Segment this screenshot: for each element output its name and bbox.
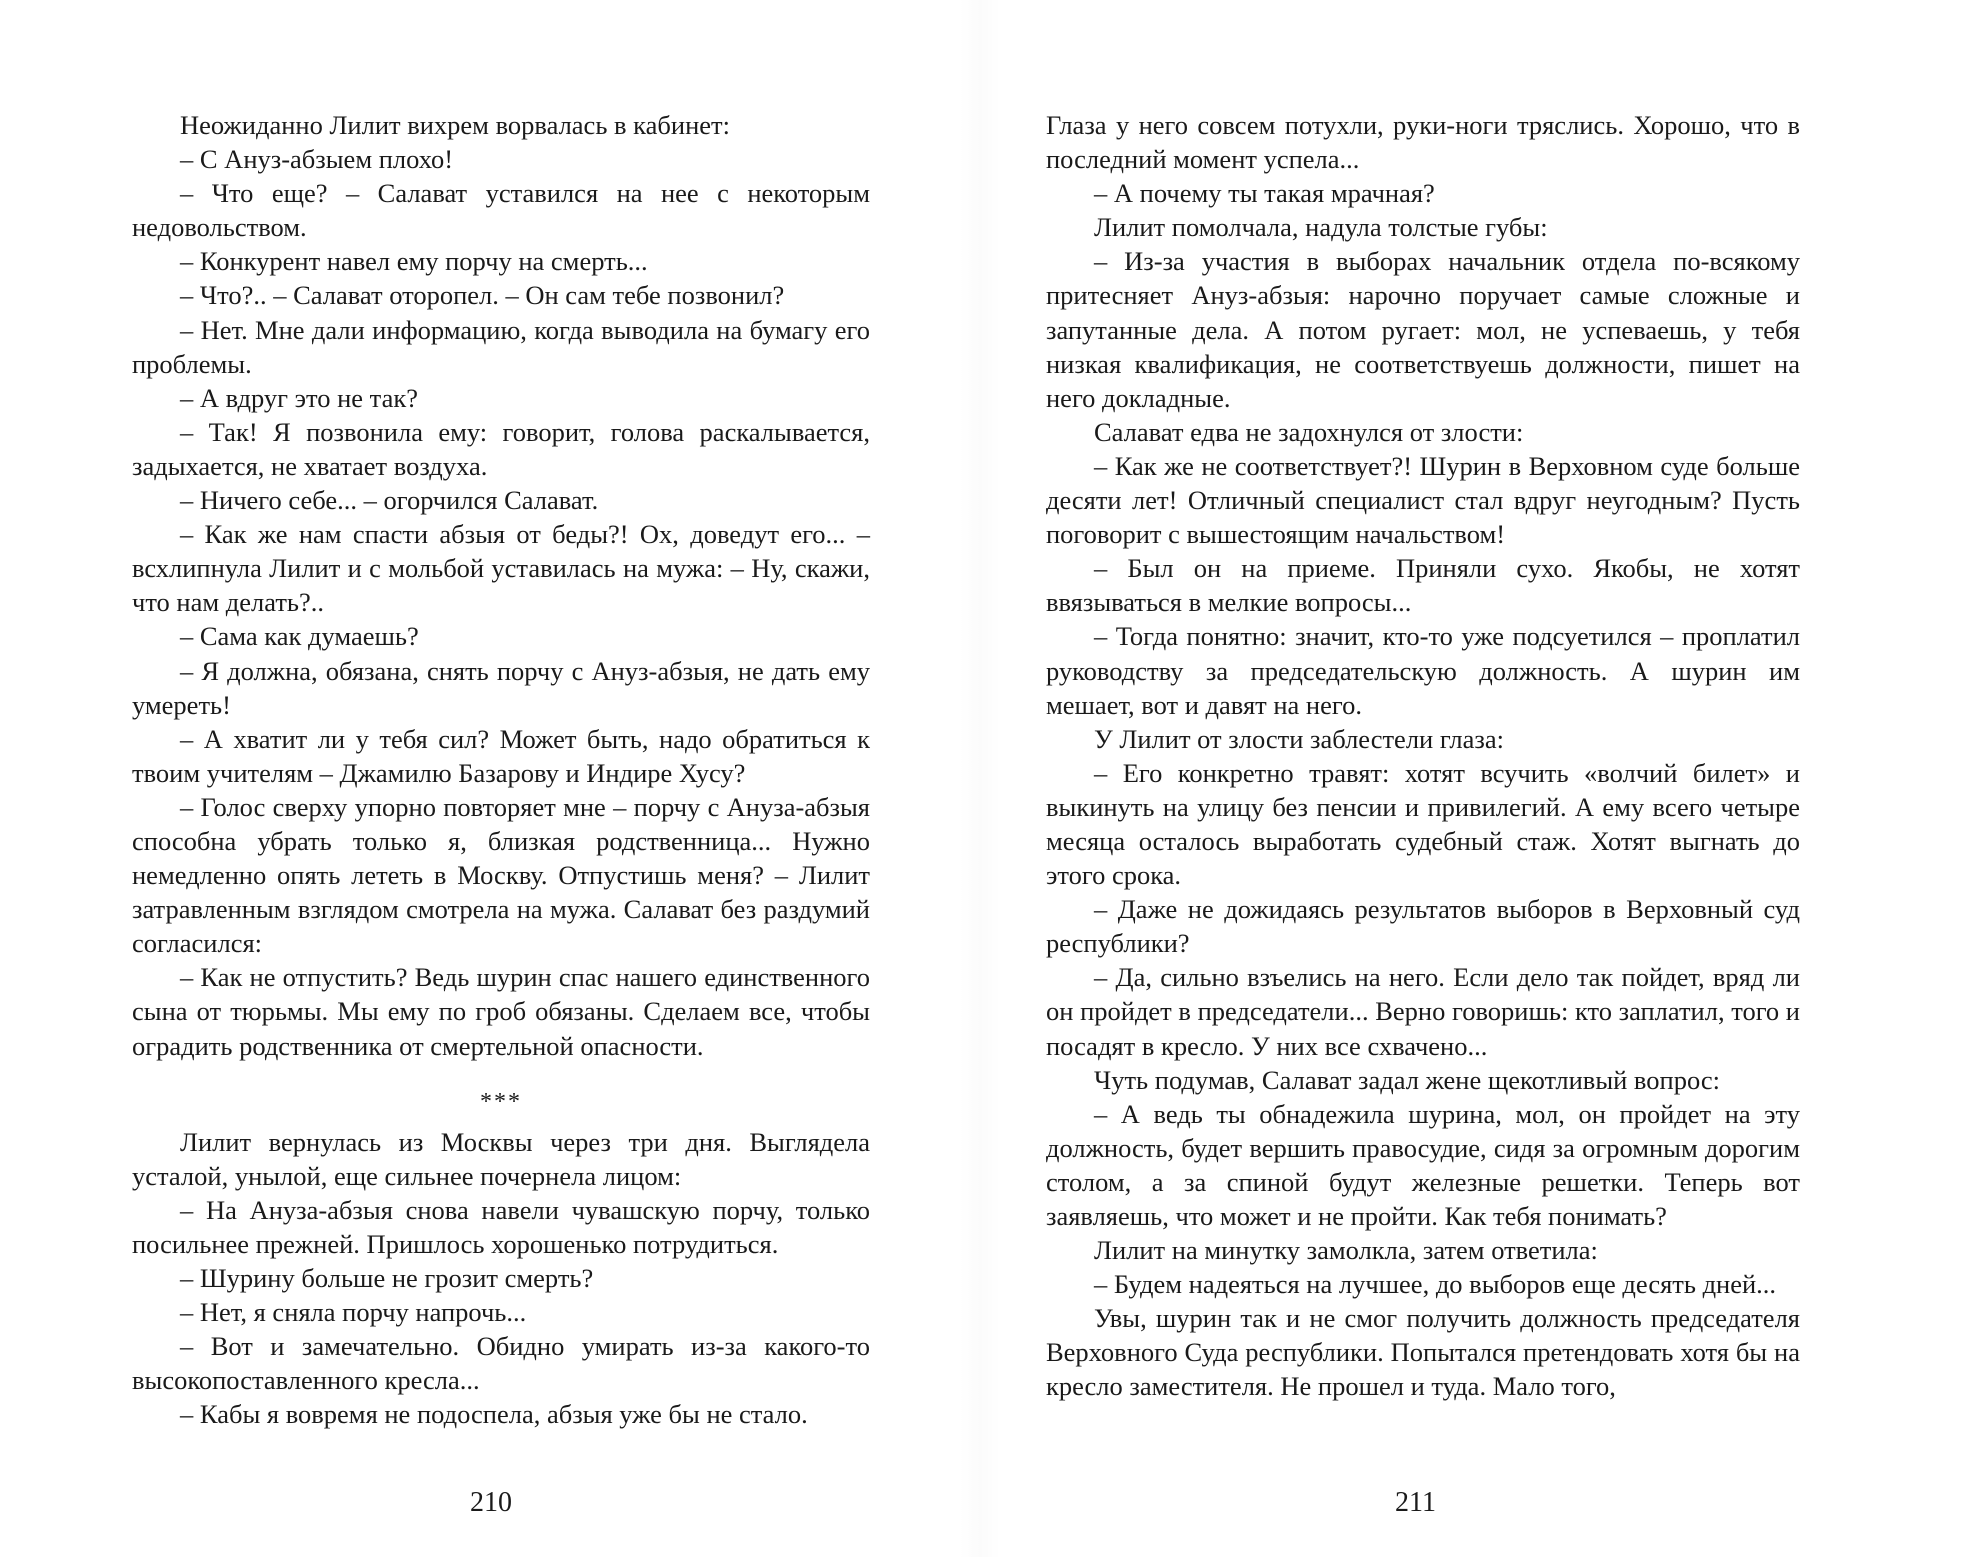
paragraph: – Кабы я вовремя не подоспела, абзыя уже бы не стало.	[180, 1399, 808, 1430]
paragraph: – Голос сверху упорно повторяет мне – порчу с Ануза-абзыя способна убрать только я, близкая родственница... Нужно немедленно опять лететь в Москву. Отпустишь меня? – Лилит затравленным взглядом смотрела на мужа. Салават без раздумий согласился:	[132, 791, 870, 959]
paragraph: – Как не отпустить? Ведь шурин спас нашего единственного сына от тюрьмы. Мы ему по гроб обязаны. Сделаем все, чтобы оградить родственника от смертельной опасности.	[132, 962, 870, 1061]
paragraph: – Что?.. – Салават оторопел. – Он сам тебе позвонил?	[180, 280, 785, 311]
paragraph: – А хватит ли у тебя сил? Может быть, надо обратиться к твоим учителям – Джамилю Базарову и Индире Хусу?	[132, 723, 870, 788]
page-number-left: 210	[470, 1487, 512, 1518]
section-break: ***	[480, 1088, 522, 1115]
paragraph: – Тогда понятно: значит, кто-то уже подсуетился – проплатил руководству за председательскую должность. А шурин им мешает, вот и давят на него.	[1046, 621, 1800, 720]
paragraph: Лилит вернулась из Москвы через три дня. Выглядела усталой, унылой, еще сильнее почернела лицом:	[132, 1126, 870, 1191]
paragraph: – Что еще? – Салават уставился на нее с некоторым недовольством.	[132, 178, 870, 243]
paragraph: – Его конкретно травят: хотят всучить «волчий билет» и выкинуть на улицу без пенсии и привилегий. А ему всего четыре месяца осталось выработать судебный стаж. Хотят выгнать до этого срока.	[1046, 757, 1800, 891]
paragraph: Глаза у него совсем потухли, руки-ноги тряслись. Хорошо, что в последний момент успела...	[1046, 110, 1800, 175]
paragraph: – Конкурент навел ему порчу на смерть...	[180, 246, 648, 277]
paragraph: – А почему ты такая мрачная?	[1094, 178, 1435, 209]
paragraph: Салават едва не задохнулся от злости:	[1094, 416, 1524, 447]
paragraph: – Так! Я позвонила ему: говорит, голова раскалывается, задыхается, не хватает воздуха.	[132, 416, 870, 481]
book-gutter	[960, 0, 1000, 1557]
right-page-text	[1046, 108, 1800, 1404]
paragraph: Увы, шурин так и не смог получить должность председателя Верховного Суда республики. Попытался претендовать хотя бы на кресло заместителя. Не прошел и туда. Мало того,	[1046, 1303, 1800, 1402]
paragraph: – Из-за участия в выборах начальник отдела по-всякому притесняет Ануз-абзыя: нарочно поручает самые сложные и запутанные дела. А потом ругает: мол, не успеваешь, у тебя низкая квалификация, не соответствуешь должности, пишет на него докладные.	[1046, 246, 1800, 413]
paragraph: – Вот и замечательно. Обидно умирать из-за какого-то высокопоставленного кресла...	[132, 1331, 870, 1396]
paragraph: – А ведь ты обнадежила шурина, мол, он пройдет на эту должность, будет вершить правосудие, сидя за огромным дорогим столом, а за спиной будут железные решетки. Теперь вот заявляешь, что может и не пройти. Как тебя понимать?	[1046, 1098, 1800, 1231]
page-number-right: 211	[1395, 1487, 1436, 1518]
paragraph: Лилит помолчала, надула толстые губы:	[1094, 212, 1548, 243]
paragraph: – Был он на приеме. Приняли сухо. Якобы, не хотят ввязываться в мелкие вопросы...	[1046, 553, 1800, 618]
paragraph: – С Ануз-абзыем плохо!	[180, 144, 454, 175]
paragraph: Чуть подумав, Салават задал жене щекотливый вопрос:	[1094, 1064, 1720, 1095]
paragraph: Неожиданно Лилит вихрем ворвалась в кабинет:	[180, 110, 730, 140]
paragraph: – А вдруг это не так?	[180, 382, 418, 413]
paragraph: – Как же нам спасти абзыя от беды?! Ох, доведут его... – всхлипнула Лилит и с мольбой уставилась на мужа: – Ну, скажи, что нам делать?..	[132, 519, 870, 618]
paragraph: – Я должна, обязана, снять порчу с Ануз-абзыя, не дать ему умереть!	[132, 655, 870, 720]
paragraph: – Нет, я сняла порчу напрочь...	[180, 1297, 527, 1328]
paragraph: – Как же не соответствует?! Шурин в Верховном суде больше десяти лет! Отличный специалист стал вдруг неугодным? Пусть поговорит с вышестоящим начальством!	[1046, 450, 1800, 550]
paragraph: – Даже не дожидаясь результатов выборов в Верховный суд республики?	[1046, 894, 1800, 959]
paragraph: – Да, сильно взъелись на него. Если дело так пойдет, вряд ли он пройдет в председатели... Верно говоришь: кто заплатил, того и посадят в кресло. У них все схвачено...	[1046, 962, 1800, 1061]
paragraph: – Нет. Мне дали информацию, когда выводила на бумагу его проблемы.	[132, 314, 870, 379]
paragraph: Лилит на минутку замолкла, затем ответила:	[1094, 1235, 1598, 1266]
paragraph: У Лилит от злости заблестели глаза:	[1094, 723, 1504, 754]
paragraph: – На Ануза-абзыя снова навели чувашскую порчу, только посильнее прежней. Пришлось хорошенько потрудиться.	[132, 1194, 870, 1259]
paragraph: – Ничего себе... – огорчился Салават.	[180, 485, 599, 516]
paragraph: – Сама как думаешь?	[180, 621, 419, 652]
paragraph: – Будем надеяться на лучшее, до выборов еще десять дней...	[1094, 1269, 1777, 1300]
paragraph: – Шурину больше не грозит смерть?	[180, 1263, 594, 1294]
left-page-text	[132, 108, 870, 1432]
